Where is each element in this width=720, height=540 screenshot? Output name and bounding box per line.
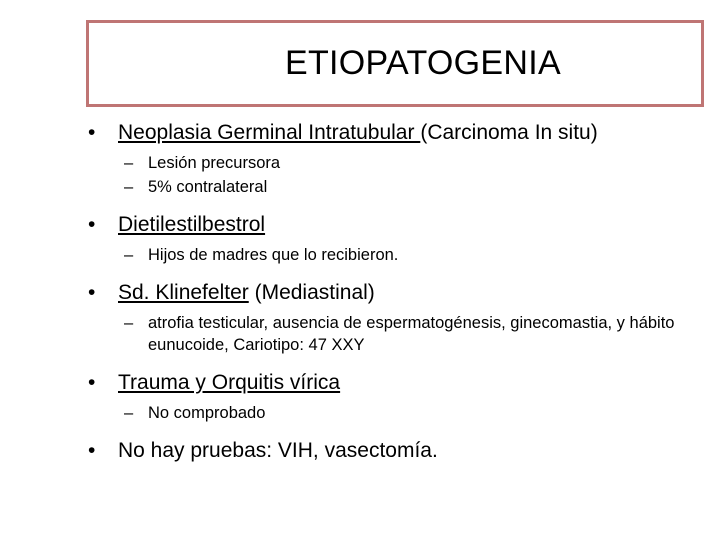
- sub-list: [86, 244, 706, 266]
- bullet-list: [86, 110, 706, 464]
- bullet-label: Sd. Klinefelter: [118, 281, 249, 304]
- dash-marker: –: [124, 154, 134, 172]
- sub-list: [86, 152, 706, 198]
- bullet-label: Neoplasia Germinal Intratubular: [118, 121, 421, 144]
- sub-item: [86, 312, 706, 356]
- title-box: [86, 20, 704, 107]
- bullet-item: [86, 212, 706, 238]
- sub-item-text: 5% contralateral: [148, 178, 268, 196]
- bullet-rest: (Carcinoma In situ): [420, 121, 598, 144]
- slide-title: ETIOPATOGENIA: [285, 44, 561, 82]
- sub-item: [86, 244, 706, 266]
- sub-item: [86, 152, 706, 174]
- bullet-rest: No hay pruebas: VIH, vasectomía.: [118, 439, 438, 462]
- dash-marker: –: [124, 246, 134, 264]
- bullet-label: Dietilestilbestrol: [118, 213, 266, 236]
- bullet-rest: (Mediastinal): [248, 281, 375, 304]
- dash-marker: –: [124, 178, 134, 196]
- sub-item-text: No comprobado: [148, 404, 266, 422]
- sub-item: [86, 402, 706, 424]
- dash-marker: –: [124, 314, 134, 332]
- sub-list: [86, 402, 706, 424]
- bullet-item: [86, 438, 706, 464]
- bullet-item: [86, 280, 706, 306]
- sub-item-text: Hijos de madres que lo recibieron.: [148, 246, 399, 264]
- sub-item-text: Lesión precursora: [148, 154, 281, 172]
- sub-item-text: atrofia testicular, ausencia de espermatogénesis, ginecomastia, y hábito eunucoide, Cariotipo: 47 XXY: [148, 314, 675, 354]
- dash-marker: –: [124, 404, 134, 422]
- bullet-item: [86, 370, 706, 396]
- sub-item: [86, 176, 706, 198]
- sub-list: [86, 312, 706, 356]
- bullet-label: Trauma y Orquitis vírica: [118, 371, 341, 394]
- bullet-item: [86, 120, 706, 146]
